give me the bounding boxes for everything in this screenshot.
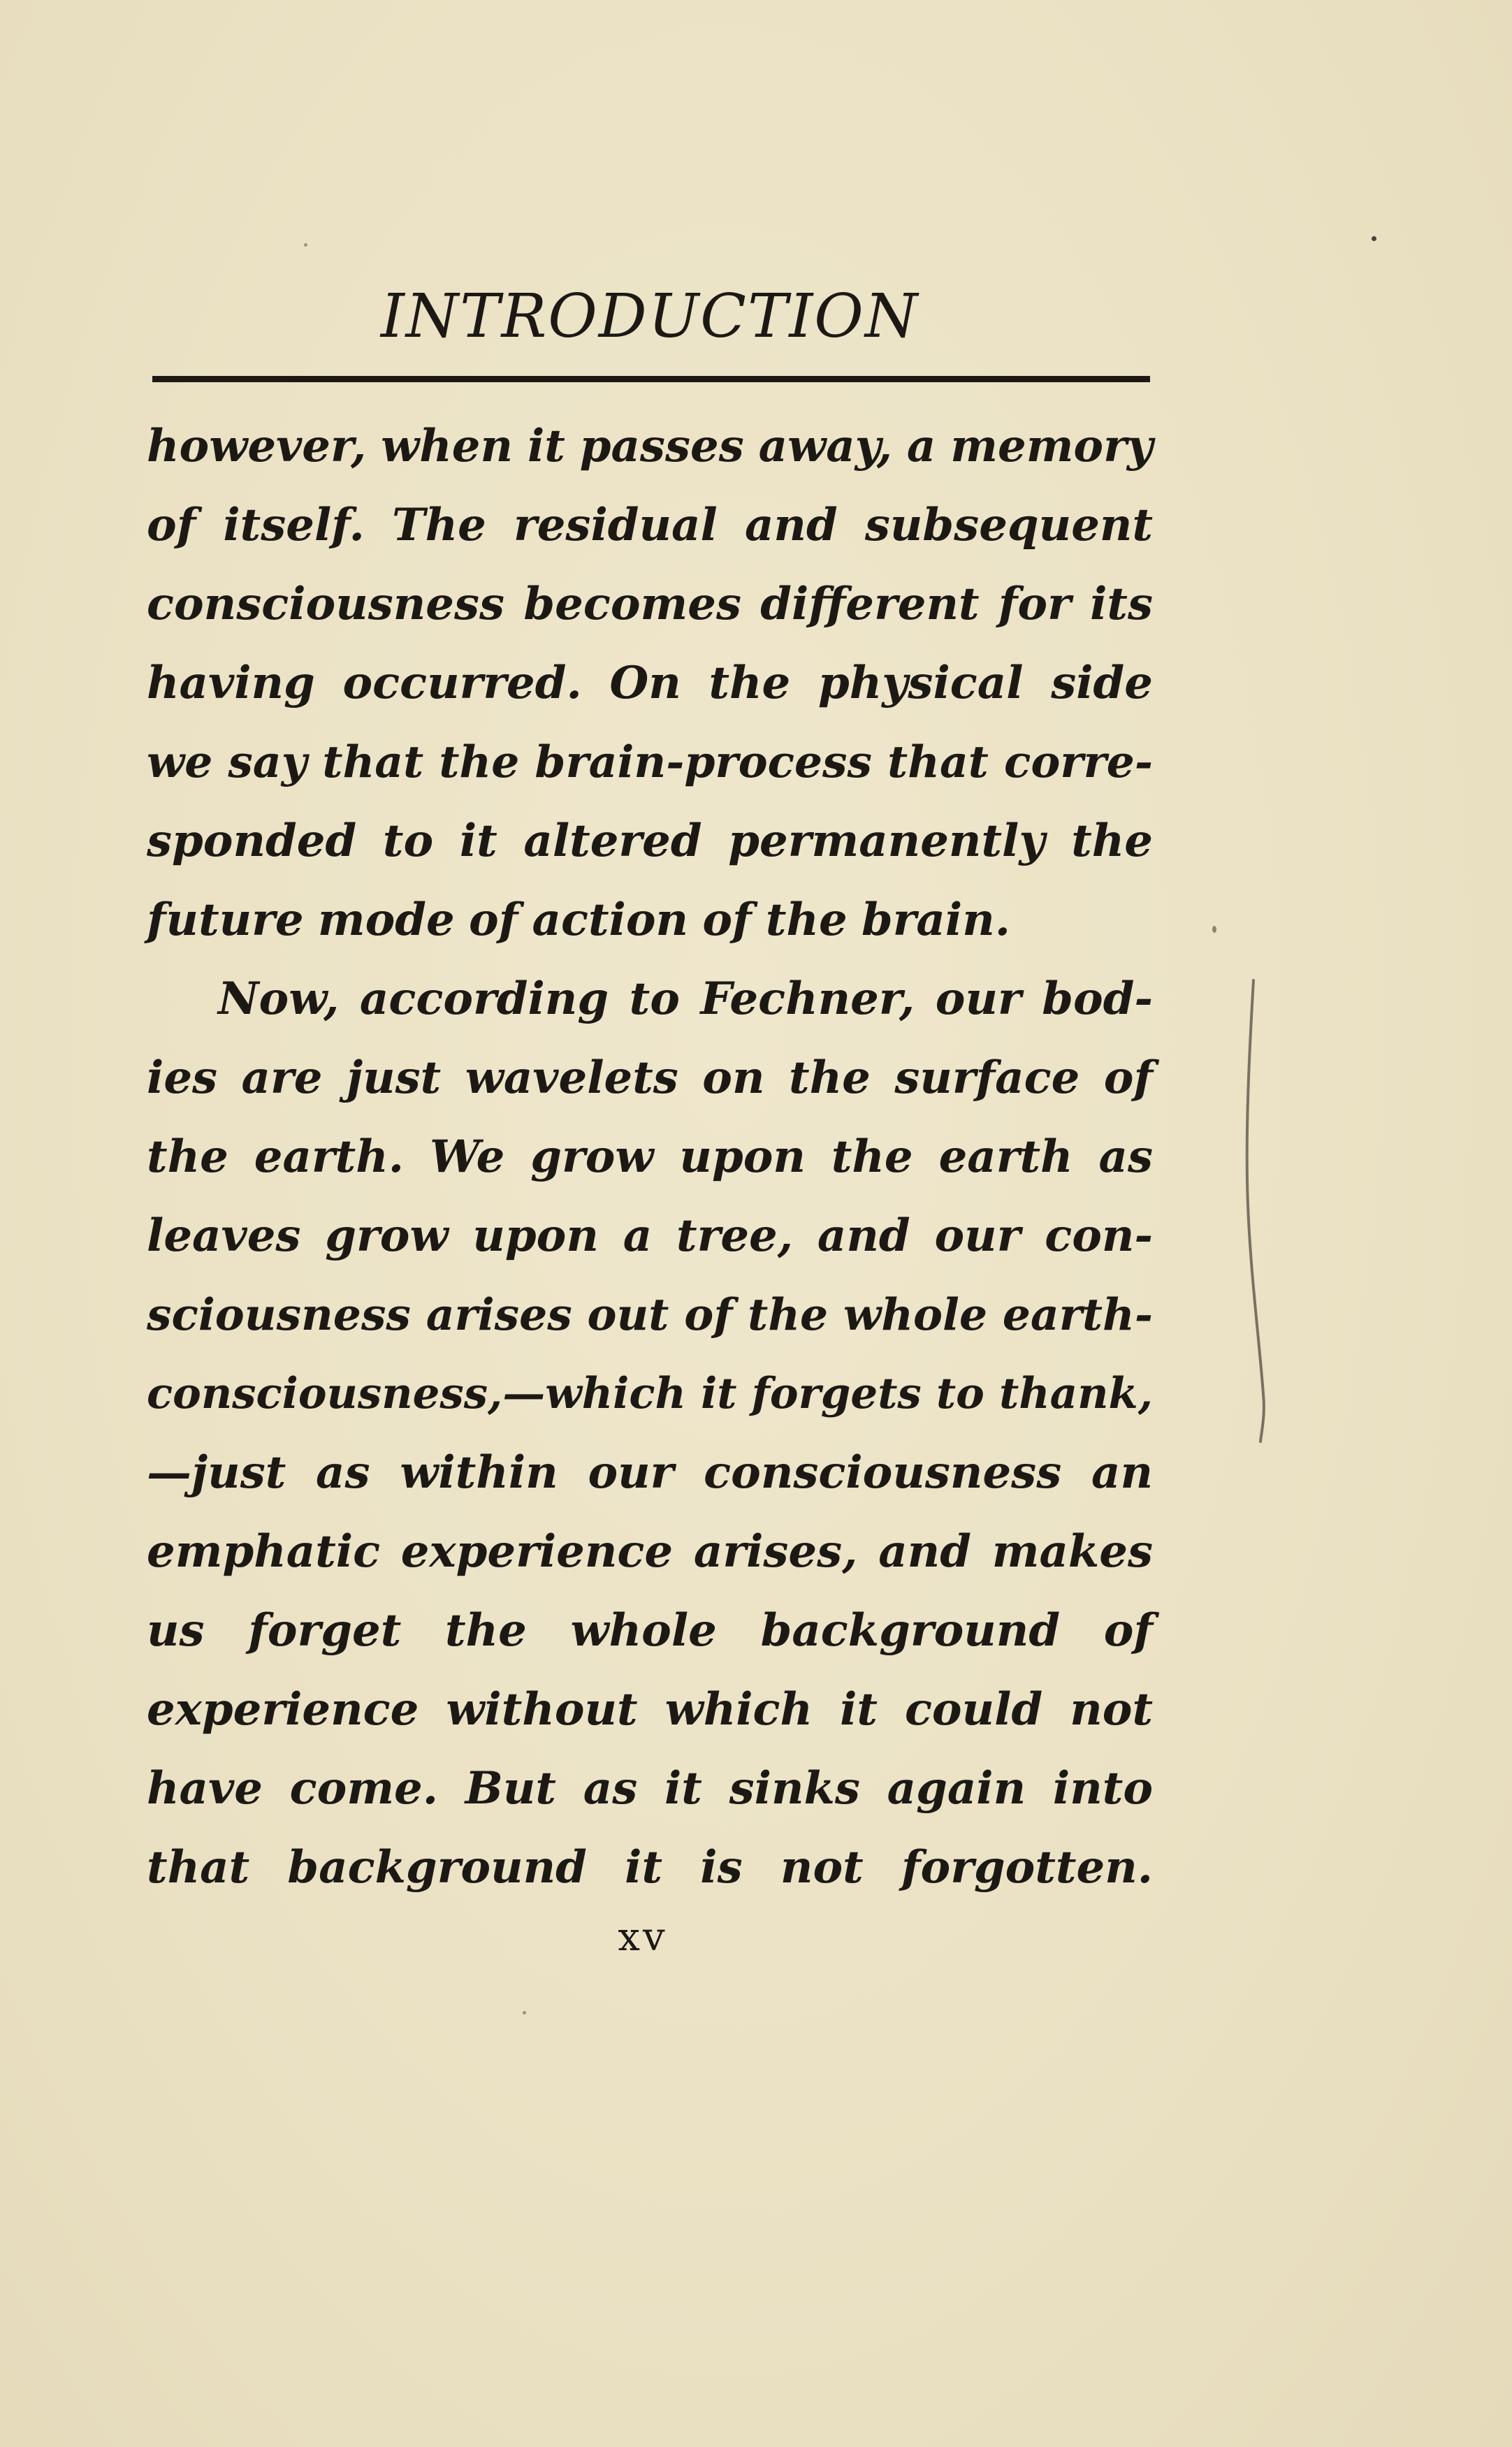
paper-speck: [1372, 236, 1376, 241]
text-line: —just as within our consciousness an: [147, 1446, 1153, 1499]
text-line: emphatic experience arises, and makes: [147, 1525, 1153, 1578]
header-rule: [152, 376, 1150, 382]
text-line: however, when it passes away, a memory: [147, 420, 1153, 472]
text-line: us forget the whole background of: [147, 1604, 1153, 1657]
text-line: consciousness becomes different for its: [147, 578, 1153, 630]
text-line: ies are just wavelets on the surface of: [147, 1052, 1153, 1104]
page-number: xv: [618, 1915, 668, 1960]
text-line: consciousness,—which it forgets to thank,: [147, 1369, 1153, 1418]
text-line: of itself. The residual and subsequent: [147, 499, 1153, 551]
text-line: that background it is not forgotten.: [147, 1841, 1153, 1894]
text-line: sciousness arises out of the whole earth-: [147, 1288, 1153, 1340]
text-line: Now, according to Fechner, our bod-: [218, 973, 1153, 1025]
body-text: [147, 407, 1153, 1907]
text-line: have come. But as it sinks again into: [147, 1762, 1153, 1815]
paper-speck: [523, 2011, 526, 2014]
margin-pencil-mark: [1242, 975, 1277, 1443]
text-line: the earth. We grow upon the earth as: [147, 1131, 1153, 1183]
text-line: we say that the brain-process that corre-: [147, 736, 1153, 787]
text-line: future mode of action of the brain.: [147, 894, 1010, 946]
text-line: sponded to it altered permanently the: [147, 815, 1153, 867]
text-line: having occurred. On the physical side: [147, 657, 1153, 709]
running-head: INTRODUCTION: [380, 282, 919, 351]
paper-speck: [304, 243, 307, 247]
text-line: experience without which it could not: [147, 1683, 1153, 1736]
paper-speck: [1212, 926, 1216, 933]
text-line: leaves grow upon a tree, and our con-: [147, 1210, 1153, 1262]
